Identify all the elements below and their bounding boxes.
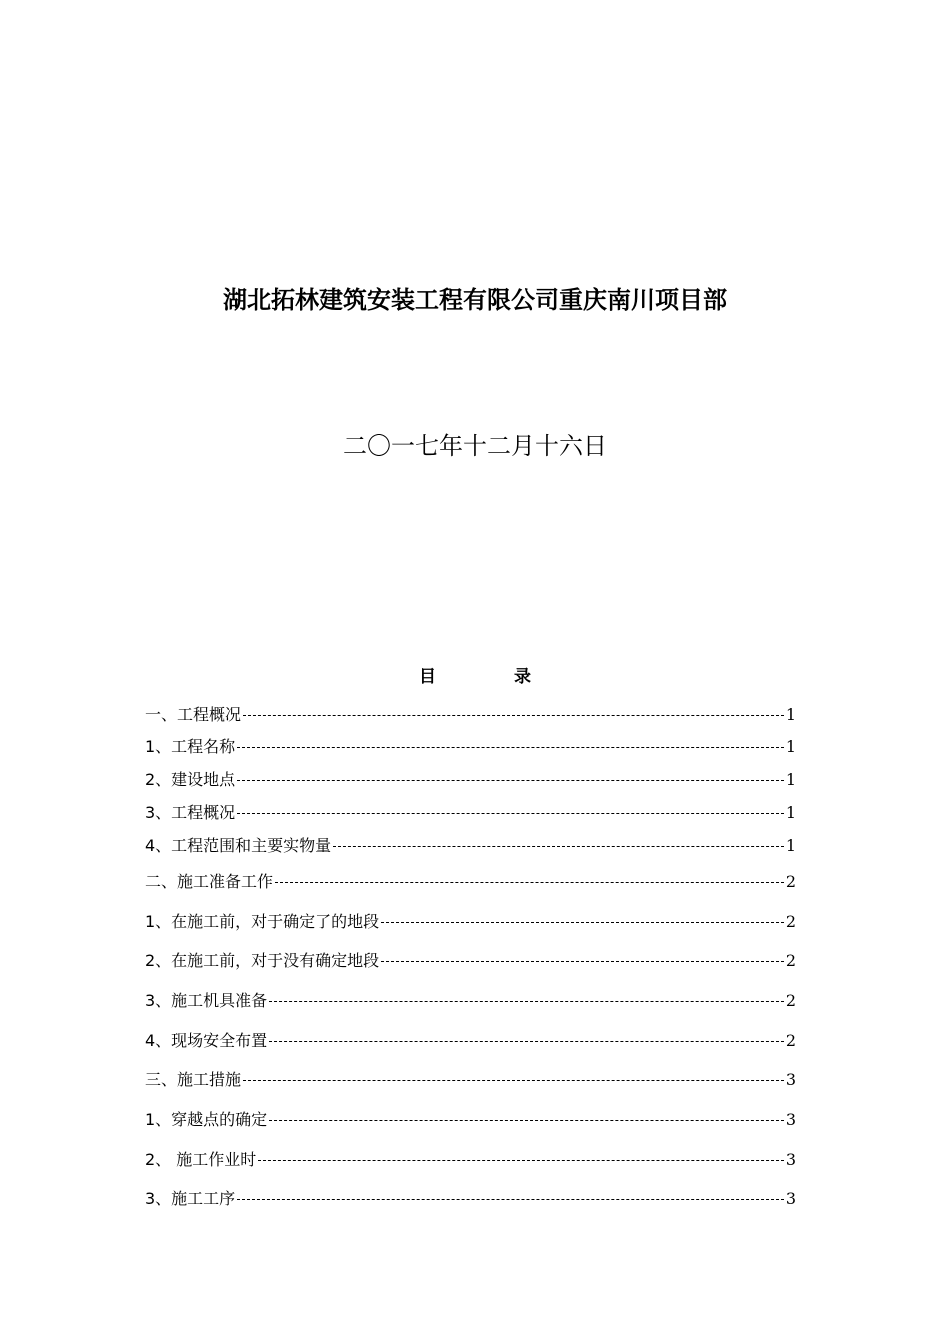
toc-entry-label: 一、工程概况 bbox=[145, 705, 242, 724]
toc-entry-page: 2 bbox=[785, 951, 796, 970]
toc-entry-label: 二、施工准备工作 bbox=[145, 872, 274, 891]
toc-dot-leader bbox=[379, 949, 786, 973]
toc-entry[interactable] bbox=[145, 949, 796, 973]
toc-dot-leader bbox=[235, 768, 786, 792]
toc-entry-page: 2 bbox=[785, 1031, 796, 1050]
toc-entry-page: 3 bbox=[785, 1150, 796, 1169]
toc-entry-page: 1 bbox=[785, 737, 796, 756]
toc-entry-label: 三、施工措施 bbox=[145, 1070, 242, 1089]
toc-dot-leader bbox=[331, 834, 786, 858]
toc-entry[interactable] bbox=[145, 768, 796, 792]
toc-entry[interactable] bbox=[145, 801, 796, 825]
toc-dot-leader bbox=[267, 1108, 786, 1132]
toc-entry-label: 3、施工工序 bbox=[145, 1189, 236, 1208]
toc-entry-label: 3、施工机具准备 bbox=[145, 991, 268, 1010]
toc-entry-page: 1 bbox=[785, 836, 796, 855]
toc-entry-label: 2、 施工作业时 bbox=[145, 1150, 257, 1169]
toc-entry-page: 1 bbox=[785, 770, 796, 789]
toc-entry-page: 1 bbox=[785, 803, 796, 822]
toc-entry[interactable] bbox=[145, 1108, 796, 1132]
toc-entry-label: 2、在施工前，对于没有确定地段 bbox=[145, 951, 380, 970]
toc-entry[interactable] bbox=[145, 1068, 796, 1092]
toc-title: 目 录 bbox=[419, 667, 567, 687]
toc-entry[interactable] bbox=[145, 910, 796, 934]
toc-entry[interactable] bbox=[145, 870, 796, 894]
document-date: 二〇一七年十二月十六日 bbox=[343, 432, 607, 460]
toc-entry-page: 1 bbox=[785, 705, 796, 724]
toc-entry[interactable] bbox=[145, 703, 796, 727]
toc-entry-label: 4、工程范围和主要实物量 bbox=[145, 836, 332, 855]
toc-dot-leader bbox=[241, 703, 786, 727]
toc-dot-leader bbox=[273, 870, 786, 894]
toc-dot-leader bbox=[267, 1029, 786, 1053]
toc-entry-label: 1、在施工前，对于确定了的地段 bbox=[145, 912, 380, 931]
toc-entry-page: 2 bbox=[785, 991, 796, 1010]
toc-entry[interactable] bbox=[145, 834, 796, 858]
toc-entry-page: 3 bbox=[785, 1110, 796, 1129]
toc-entry-label: 1、工程名称 bbox=[145, 737, 236, 756]
toc-entry[interactable] bbox=[145, 1187, 796, 1211]
toc-dot-leader bbox=[267, 989, 786, 1013]
toc-dot-leader bbox=[256, 1148, 786, 1172]
toc-entry-page: 2 bbox=[785, 872, 796, 891]
toc-entry-label: 4、现场安全布置 bbox=[145, 1031, 268, 1050]
toc-entry[interactable] bbox=[145, 1029, 796, 1053]
toc-dot-leader bbox=[235, 801, 786, 825]
toc-dot-leader bbox=[235, 1187, 786, 1211]
toc-entry-label: 1、穿越点的确定 bbox=[145, 1110, 268, 1129]
toc-entry[interactable] bbox=[145, 989, 796, 1013]
toc-entry-label: 3、工程概况 bbox=[145, 803, 236, 822]
toc-entry[interactable] bbox=[145, 735, 796, 759]
toc-dot-leader bbox=[241, 1068, 786, 1092]
toc-entry-page: 3 bbox=[785, 1189, 796, 1208]
toc-dot-leader bbox=[379, 910, 786, 934]
toc-entry-page: 2 bbox=[785, 912, 796, 931]
toc-dot-leader bbox=[235, 735, 786, 759]
toc-entry-label: 2、建设地点 bbox=[145, 770, 236, 789]
toc-entry[interactable] bbox=[145, 1148, 796, 1172]
company-heading: 湖北拓林建筑安装工程有限公司重庆南川项目部 bbox=[223, 286, 727, 314]
toc-entry-page: 3 bbox=[785, 1070, 796, 1089]
